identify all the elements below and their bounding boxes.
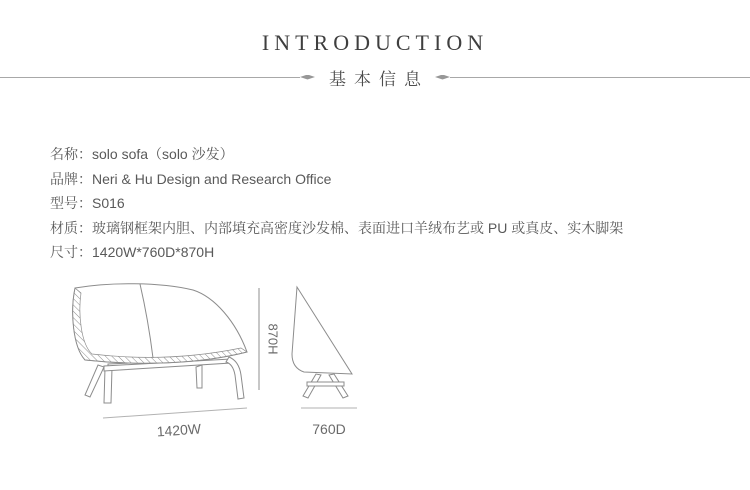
info-row-material: [50, 216, 710, 241]
info-colon: ：: [78, 244, 92, 261]
depth-dimension-label: 760D: [312, 421, 346, 437]
sofa-front-left-leg: [85, 365, 104, 397]
info-colon: ：: [78, 170, 92, 187]
side-body-outline: [292, 287, 352, 374]
width-dimension-line: [103, 408, 247, 418]
info-value: S016: [92, 195, 125, 212]
diamond-arrow-icon: [300, 75, 315, 80]
dimension-drawing: [40, 272, 380, 450]
sofa-back-middle-leg: [196, 365, 202, 388]
left-divider-line: [0, 77, 300, 78]
info-label: 型号: [50, 195, 78, 212]
diamond-arrow-icon: [435, 75, 450, 80]
height-dimension-label: 870H: [265, 323, 281, 355]
sofa-side-view: [292, 287, 352, 398]
height-dimension: [259, 288, 281, 390]
product-info-list: [50, 142, 710, 265]
sofa-back-left-leg: [104, 368, 112, 403]
info-row-name: [50, 142, 710, 167]
info-value: 1420W*760D*870H: [92, 244, 215, 261]
info-label: 品牌: [50, 170, 78, 187]
info-colon: ：: [78, 195, 92, 212]
info-colon: ：: [78, 146, 92, 162]
sofa-front-view: [73, 284, 247, 403]
info-label: 尺寸: [50, 244, 78, 261]
info-row-brand: [50, 167, 710, 192]
info-colon: ：: [78, 219, 92, 236]
side-leg-crossbar: [307, 382, 344, 386]
right-divider-line: [450, 77, 750, 78]
info-value: Neri & Hu Design and Research Office: [92, 170, 332, 187]
sofa-front-right-leg: [226, 357, 244, 399]
info-row-size: [50, 240, 710, 265]
info-label: 材质: [50, 219, 78, 236]
info-value: 玻璃钢框架内胆、内部填充高密度沙发棉、表面进口羊绒布艺或 PU 或真皮、实木脚架: [92, 219, 624, 236]
section-subtitle: 基本信息: [329, 69, 429, 89]
info-label: 名称: [50, 146, 78, 162]
info-row-model: [50, 191, 710, 216]
sofa-technical-drawing: [40, 272, 380, 450]
width-dimension-label: 1420W: [156, 420, 202, 440]
depth-dimension: [301, 408, 357, 437]
info-value: solo sofa（solo 沙发）: [92, 146, 234, 162]
width-dimension: [103, 408, 247, 440]
page-title: INTRODUCTION: [261, 30, 489, 55]
section-header: [0, 65, 750, 89]
